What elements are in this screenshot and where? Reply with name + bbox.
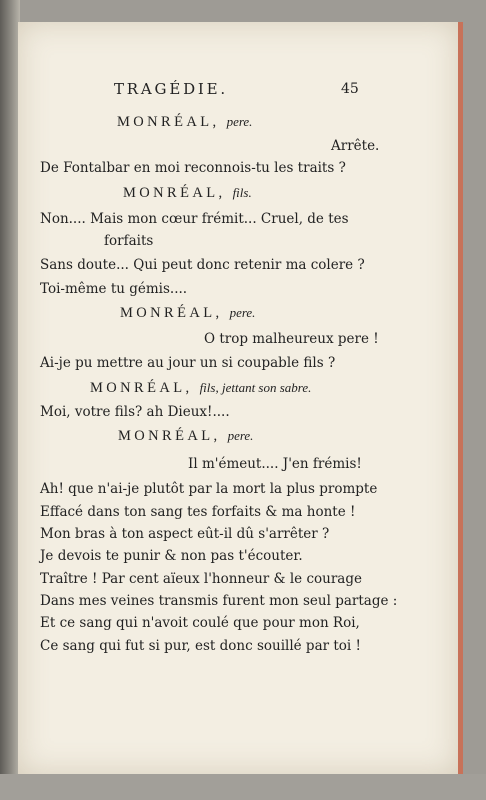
speaker-role: pere. (229, 305, 256, 320)
running-header: TRAGÉDIE. (114, 80, 228, 98)
speaker-name: MONRÉAL, (90, 380, 193, 396)
verse-line: Je devois te punir & non pas t'écouter. (40, 548, 303, 564)
speaker-role: pere. (227, 428, 254, 443)
speaker-heading (117, 113, 252, 131)
speaker-heading (123, 184, 252, 202)
speaker-role: fils, jettant son sabre. (199, 380, 312, 395)
page-number: 45 (341, 81, 359, 97)
book-spine (0, 0, 20, 800)
verse-line: Dans mes veines transmis furent mon seul partage : (40, 593, 398, 609)
verse-line: De Fontalbar en moi reconnois-tu les traits ? (40, 160, 346, 176)
speaker-role: fils. (232, 185, 252, 200)
verse-line: Mon bras à ton aspect eût-il dû s'arrêter ? (40, 526, 330, 542)
page-edge (458, 22, 463, 774)
verse-line: Traître ! Par cent aïeux l'honneur & le courage (40, 571, 362, 587)
verse-line: Ce sang qui fut si pur, est donc souillé par toi ! (40, 638, 361, 654)
speaker-name: MONRÉAL, (120, 305, 223, 321)
speaker-heading (118, 427, 253, 445)
speaker-role: pere. (226, 114, 253, 129)
verse-line: Ai-je pu mettre au jour un si coupable fils ? (40, 355, 336, 371)
speaker-name: MONRÉAL, (117, 114, 220, 130)
verse-line: forfaits (104, 233, 154, 249)
verse-line: Arrête. (331, 138, 380, 154)
verse-line: Moi, votre fils? ah Dieux!.... (40, 404, 230, 420)
speaker-heading (90, 379, 311, 397)
verse-line: Ah! que n'ai-je plutôt par la mort la plus prompte (40, 481, 378, 497)
verse-line: Sans doute... Qui peut donc retenir ma colere ? (40, 257, 365, 273)
verse-line: Il m'émeut.... J'en frémis! (188, 456, 362, 472)
scan-background (0, 774, 486, 800)
verse-line: O trop malheureux pere ! (204, 331, 379, 347)
verse-line: Effacé dans ton sang tes forfaits & ma honte ! (40, 504, 356, 520)
speaker-name: MONRÉAL, (123, 185, 226, 201)
book-page (18, 22, 458, 774)
verse-line: Et ce sang qui n'avoit coulé que pour mon Roi, (40, 615, 360, 631)
speaker-name: MONRÉAL, (118, 428, 221, 444)
verse-line: Toi-même tu gémis.... (40, 281, 188, 297)
verse-line: Non.... Mais mon cœur frémit... Cruel, de tes (40, 211, 349, 227)
speaker-heading (120, 304, 255, 322)
